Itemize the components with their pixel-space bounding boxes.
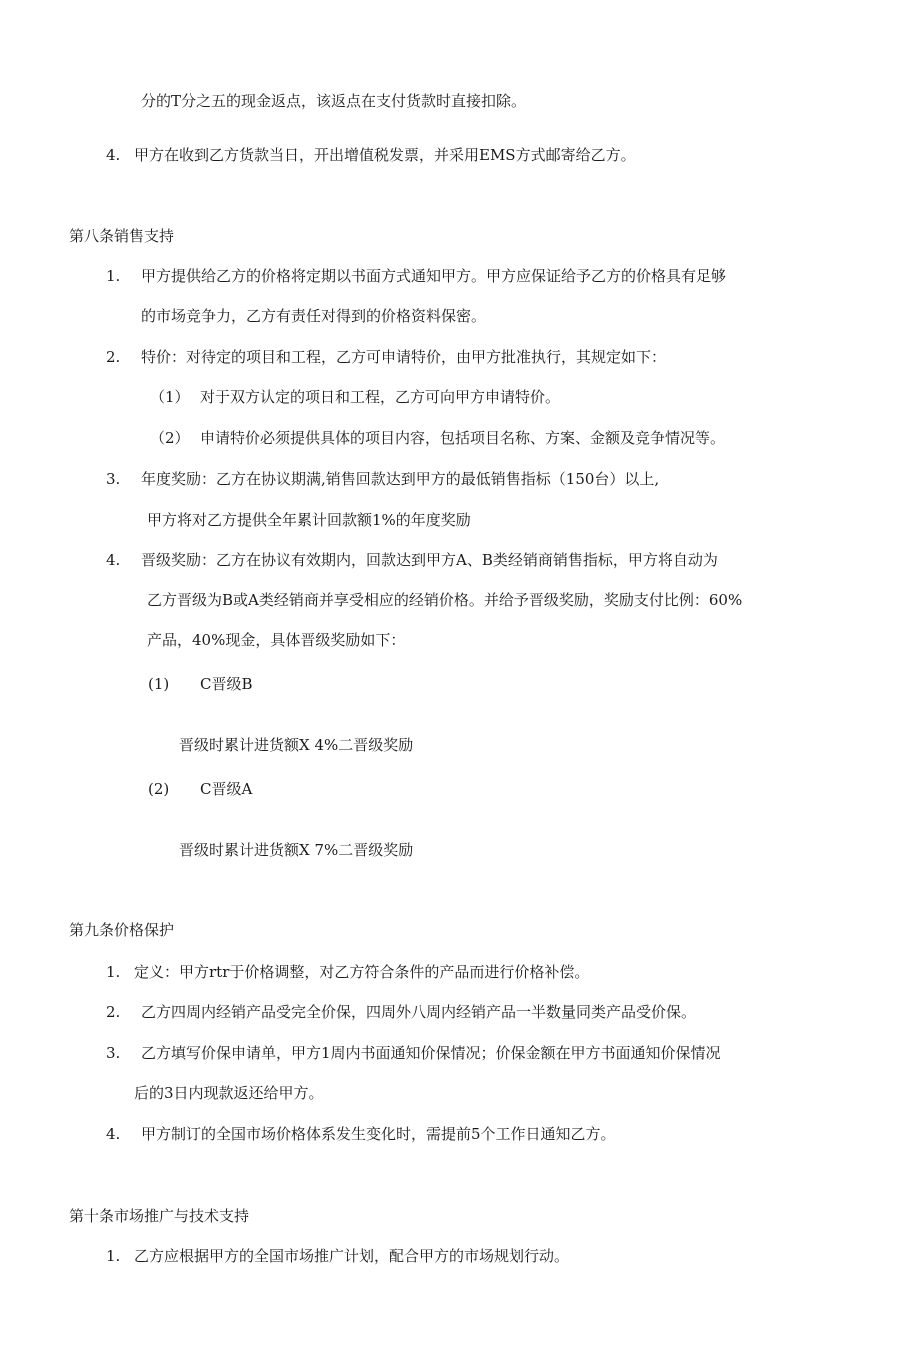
section8-item2-sub1-text: 对于双方认定的项日和工程，乙方可向甲方申请特价。 — [200, 388, 561, 406]
section10-heading: 第十条市场推广与技术支持 — [69, 1207, 250, 1225]
section8-item1-number: 1. — [106, 267, 121, 285]
section8-item4-sub1-formula: 晋级时累计进货额X 4%二晋级奖励 — [179, 736, 414, 754]
section8-item2-number: 2. — [106, 348, 121, 366]
section8-item4-number: 4. — [106, 551, 121, 569]
section9-item1-text: 定义：甲方rtr于价格调整，对乙方符合条件的产品而进行价格补偿。 — [134, 963, 590, 981]
section7-continuation-text: 分的T分之五的现金返点，该返点在支付货款时直接扣除。 — [141, 92, 527, 110]
section8-item1-line2: 的市场竞争力，乙方有责任对得到的价格资料保密。 — [141, 307, 487, 325]
section8-item2-sub2-text: 申请特价必须提供具体的项目内容，包括项目名称、方案、金额及竞争情况等。 — [200, 429, 726, 447]
section8-item4-sub2-number: (2) — [148, 780, 170, 798]
section7-item4-text: 甲方在收到乙方货款当日，开出增值税发票，并采用EMS方式邮寄给乙方。 — [134, 146, 636, 164]
section8-item3-line2: 甲方将对乙方提供全年累计回款额1%的年度奖励 — [147, 511, 471, 529]
section8-item2-text: 特价：对待定的项目和工程，乙方可申请特价，由甲方批准执行，其规定如下： — [141, 348, 667, 366]
section8-item2-sub1-number: （1） — [150, 388, 190, 406]
section9-item2-number: 2. — [106, 1003, 121, 1021]
section10-item1-text: 乙方应根据甲方的全国市场推广计划，配合甲方的市场规划行动。 — [134, 1247, 570, 1265]
section8-item2-sub2-number: （2） — [150, 429, 190, 447]
section8-item1-line1: 甲方提供给乙方的价格将定期以书面方式通知甲方。甲方应保证给予乙方的价格具有足够 — [141, 267, 727, 285]
section8-item3-line1: 年度奖励：乙方在协议期满,销售回款达到甲方的最低销售指标（150台）以上, — [141, 470, 660, 488]
section9-heading: 第九条价格保护 — [69, 921, 175, 939]
section9-item3-line2: 后的3日内现款返还给甲方。 — [134, 1084, 324, 1102]
section9-item1-number: 1. — [106, 963, 121, 981]
section8-item4-sub2-formula: 晋级时累计进货额X 7%二晋级奖励 — [179, 841, 414, 859]
section8-item4-sub1-number: (1) — [148, 675, 170, 693]
section10-item1-number: 1. — [106, 1247, 121, 1265]
section8-item4-line2: 乙方晋级为B或A类经销商并享受相应的经销价格。并给予晋级奖励，奖励支付比例：60% — [147, 591, 743, 609]
section8-item3-number: 3. — [106, 470, 121, 488]
section8-item4-sub2-text: C晋级A — [200, 780, 253, 798]
section9-item3-line1: 乙方填写价保申请单，甲方1周内书面通知价保情况；价保金额在甲方书面通知价保情况 — [141, 1044, 721, 1062]
section9-item2-text: 乙方四周内经销产品受完全价保，四周外八周内经销产品一半数量同类产品受价保。 — [141, 1003, 697, 1021]
section9-item4-text: 甲方制订的全国市场价格体系发生变化时，需提前5个工作日通知乙方。 — [141, 1125, 616, 1143]
section9-item4-number: 4. — [106, 1125, 121, 1143]
section8-heading: 第八条销售支持 — [69, 227, 175, 245]
section8-item4-sub1-text: C晋级B — [200, 675, 253, 693]
section8-item4-line1: 晋级奖励：乙方在协议有效期内，回款达到甲方A、B类经销商销售指标，甲方将自动为 — [141, 551, 718, 569]
section9-item3-number: 3. — [106, 1044, 121, 1062]
section8-item4-line3: 产品，40%现金，具体晋级奖励如下： — [147, 631, 406, 649]
section7-item4-number: 4. — [106, 146, 121, 164]
